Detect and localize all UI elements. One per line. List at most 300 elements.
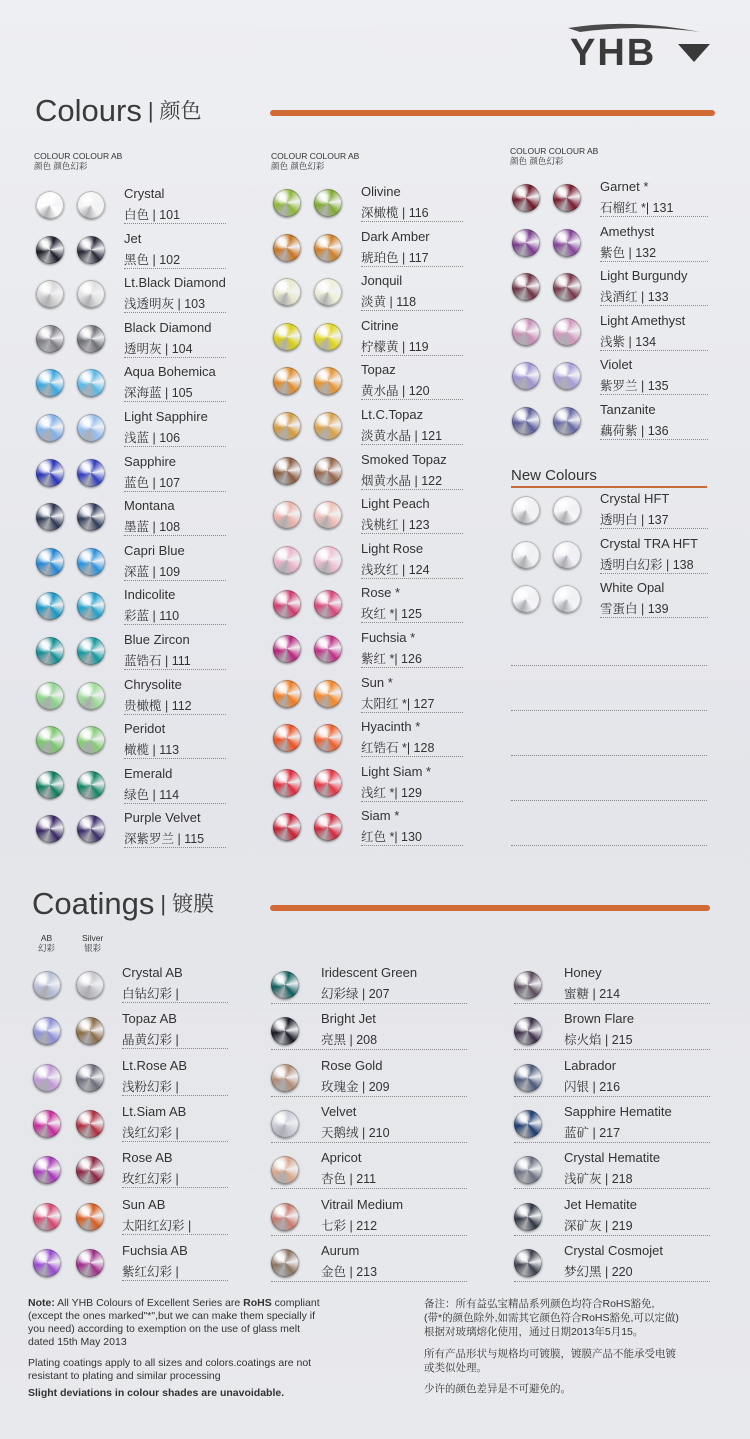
coatings-title-en: Coatings <box>32 886 155 921</box>
stone-swatch-ab <box>553 496 581 524</box>
stone-swatch <box>36 815 64 843</box>
stone-swatch-ab <box>77 191 105 219</box>
notes-chinese: 备注：所有益弘宝精品系列颜色均符合RoHS豁免, (带*的颜色除外,如需其它颜色符合RoHS豁免,可以定做) 根据对玻璃熔化使用，通过日期2013年5月15。 所有产品形状与规格均可镀膜，镀膜产品不能承受电镀 或类似处理。 少许的颜色差异是不可避免的。 <box>424 1298 679 1395</box>
dotted-rule <box>514 1049 710 1050</box>
stone-swatch-ab <box>314 635 342 663</box>
swatch-item <box>271 1011 467 1055</box>
brand-logo-text: YHB <box>570 32 657 74</box>
stone-swatch <box>514 1156 542 1184</box>
stone-swatch <box>36 280 64 308</box>
colour-code: 烟黄水晶 | 122 <box>361 473 443 488</box>
colour-name: Peridot <box>124 721 166 737</box>
colour-name: Sun AB <box>122 1196 166 1212</box>
colour-code: 橄榄 | 113 <box>124 743 180 758</box>
stone-swatch-ab <box>553 229 581 257</box>
brand-logo <box>560 18 720 78</box>
stone-swatch-ab <box>553 541 581 569</box>
dotted-rule <box>361 533 463 534</box>
colour-name: Violet <box>600 357 633 373</box>
stone-swatch <box>512 496 540 524</box>
stone-swatch <box>273 680 301 708</box>
swatch-item <box>512 491 708 534</box>
stone-swatch <box>36 771 64 799</box>
colour-name: Garnet * <box>600 179 649 194</box>
dotted-rule <box>600 350 708 351</box>
stone-swatch <box>36 503 64 531</box>
dotted-rule <box>124 580 226 581</box>
colours-orange-rule <box>270 110 715 116</box>
blank-dotted-line <box>511 845 707 846</box>
colour-code: 白色 | 101 <box>124 208 181 222</box>
dotted-rule <box>600 261 708 262</box>
dotted-rule <box>361 578 463 579</box>
swatch-item <box>273 273 463 316</box>
colour-code: 深矿灰 | 219 <box>564 1218 633 1233</box>
stone-swatch-ab <box>314 412 342 440</box>
swatch-item <box>514 1104 710 1148</box>
colour-code: 浅红 *| 129 <box>361 785 422 800</box>
colour-name: Citrine <box>361 317 399 333</box>
swatch-item <box>36 409 226 452</box>
dotted-rule <box>124 223 226 224</box>
dotted-rule <box>600 617 708 618</box>
colour-name: Iridescent Green <box>321 965 418 980</box>
swatch-item <box>273 496 463 539</box>
stone-swatch <box>512 229 540 257</box>
notes-english: Note: All YHB Colours of Excellent Series are RoHS compliant (except the ones marked"*",but we can make them specially if you need) according to exemption on the use of glass melt dated 15th May 2013 Plating coatings apply to all sizes and colors.coatings are not resistant to plating and similar processing Slight deviations in colour shades are unavoidable. <box>28 1297 320 1399</box>
dotted-rule <box>514 1188 710 1189</box>
colour-code: 紫色 | 132 <box>600 245 657 260</box>
swatch-item <box>36 677 226 720</box>
colour-code: 透明灰 | 104 <box>124 341 193 356</box>
colour-name: Fuchsia * <box>361 630 416 645</box>
dotted-rule <box>514 1142 710 1143</box>
stone-swatch <box>514 1017 542 1045</box>
colour-name: Sun * <box>361 674 393 690</box>
stone-swatch <box>514 1249 542 1277</box>
colour-name: Aqua Bohemica <box>124 364 216 380</box>
dotted-rule <box>124 357 226 358</box>
stone-swatch <box>273 635 301 663</box>
stone-swatch <box>271 971 299 999</box>
colour-code: 绿色 | 114 <box>124 787 180 802</box>
swatch-item <box>33 1104 228 1148</box>
dotted-rule <box>271 1281 467 1282</box>
colour-code: 幻彩绿 | 207 <box>321 987 390 1001</box>
stone-swatch-ab <box>314 546 342 574</box>
colour-name: Light Siam * <box>361 763 432 779</box>
blank-dotted-line <box>511 665 707 666</box>
stone-swatch <box>512 273 540 301</box>
colour-code: 深蓝 | 109 <box>124 564 181 579</box>
colour-code: 白钻幻彩 | <box>122 987 179 1001</box>
stone-swatch-ab <box>314 501 342 529</box>
colour-code: 浅紫 | 134 <box>600 334 657 349</box>
stone-swatch-ab <box>76 1064 104 1092</box>
dotted-rule <box>122 1095 228 1096</box>
stone-swatch-ab <box>76 1017 104 1045</box>
swatch-item <box>273 184 463 227</box>
swatch-item <box>36 810 226 853</box>
coatings-orange-rule <box>270 905 710 911</box>
dotted-rule <box>361 399 463 400</box>
colour-code: 深紫罗兰 | 115 <box>124 832 205 847</box>
colour-name: Crystal Hematite <box>564 1150 661 1166</box>
swatch-item <box>514 1058 710 1102</box>
colour-name: Siam * <box>361 808 400 824</box>
swatch-item <box>33 1243 228 1287</box>
colour-name: Amethyst <box>600 223 655 239</box>
dotted-rule <box>361 221 463 222</box>
swatch-item <box>514 1197 710 1241</box>
stone-swatch-ab <box>77 236 105 264</box>
stone-swatch <box>273 234 301 262</box>
colour-code: 石榴红 *| 131 <box>600 201 674 215</box>
colour-name: Crystal TRA HFT <box>600 535 698 551</box>
swatch-item <box>512 179 708 222</box>
stone-swatch <box>273 367 301 395</box>
colour-name: Capri Blue <box>124 542 185 558</box>
colour-code: 透明白幻彩 | 138 <box>600 557 694 572</box>
dotted-rule <box>124 535 226 536</box>
stone-swatch-ab <box>553 318 581 346</box>
stone-swatch-ab <box>76 1110 104 1138</box>
stone-swatch <box>33 1156 61 1184</box>
stone-swatch <box>512 407 540 435</box>
stone-swatch-ab <box>76 971 104 999</box>
colour-name: Velvet <box>321 1103 357 1119</box>
colour-code: 淡黄 | 118 <box>361 295 417 310</box>
colour-name: Rose Gold <box>321 1057 383 1073</box>
dotted-rule <box>514 1235 710 1236</box>
stone-swatch-ab <box>76 1249 104 1277</box>
colour-name: White Opal <box>600 580 665 596</box>
stone-swatch-ab <box>77 592 105 620</box>
stone-swatch <box>36 548 64 576</box>
swatch-item <box>271 1058 467 1102</box>
dotted-rule <box>600 305 708 306</box>
dotted-rule <box>361 489 463 490</box>
swatch-item <box>514 1150 710 1194</box>
stone-swatch <box>512 318 540 346</box>
colour-code: 藕荷紫 | 136 <box>600 424 669 438</box>
dotted-rule <box>122 1048 228 1049</box>
colour-name: Crystal <box>124 186 165 201</box>
stone-swatch <box>512 541 540 569</box>
stone-swatch <box>514 971 542 999</box>
stone-swatch <box>271 1203 299 1231</box>
colour-code: 雪蛋白 | 139 <box>600 602 669 617</box>
stone-swatch <box>273 769 301 797</box>
stone-swatch <box>273 590 301 618</box>
dotted-rule <box>271 1003 467 1004</box>
dotted-rule <box>514 1281 710 1282</box>
swatch-item <box>36 364 226 407</box>
colour-code: 浅红幻彩 | <box>122 1125 179 1140</box>
stone-swatch-ab <box>76 1156 104 1184</box>
stone-swatch <box>33 971 61 999</box>
colour-name: Crystal HFT <box>600 491 670 506</box>
swatch-item <box>273 675 463 718</box>
title-separator: | <box>147 98 154 123</box>
title-separator: | <box>160 891 167 916</box>
blank-dotted-line <box>511 710 707 711</box>
dotted-rule <box>361 845 463 846</box>
swatch-item <box>512 268 708 311</box>
colour-code: 晶黄幻彩 | <box>122 1033 179 1048</box>
stone-swatch-ab <box>77 325 105 353</box>
colour-name: Apricot <box>321 1150 362 1166</box>
swatch-item <box>273 764 463 807</box>
stone-swatch-ab <box>77 815 105 843</box>
colour-name: Brown Flare <box>564 1011 635 1027</box>
colour-name: Indicolite <box>124 587 176 603</box>
colour-name: Sapphire Hematite <box>564 1103 672 1119</box>
stone-swatch-ab <box>77 726 105 754</box>
colours-title-en: Colours <box>35 93 142 128</box>
dotted-rule <box>124 847 226 848</box>
colour-name: Lt.Siam AB <box>122 1103 187 1119</box>
stone-swatch <box>514 1203 542 1231</box>
swatch-item <box>273 362 463 405</box>
colour-code: 柠檬黄 | 119 <box>361 339 429 354</box>
swatch-item <box>273 630 463 673</box>
colour-name: Topaz AB <box>122 1011 177 1027</box>
blank-dotted-line <box>511 800 707 801</box>
colour-code: 天鹅绒 | 210 <box>321 1125 390 1140</box>
colour-code: 浅酒红 | 133 <box>600 290 669 305</box>
colour-code: 七彩 | 212 <box>321 1218 378 1233</box>
swatch-item <box>514 1011 710 1055</box>
colour-code: 蓝矿 | 217 <box>564 1125 621 1140</box>
stone-swatch-ab <box>77 414 105 442</box>
swatch-item <box>273 808 463 851</box>
stone-swatch <box>36 191 64 219</box>
colour-code: 浅透明灰 | 103 <box>124 297 206 312</box>
stone-swatch-ab <box>553 273 581 301</box>
colour-code: 红锆石 *| 128 <box>361 741 435 756</box>
swatch-item <box>271 1197 467 1241</box>
colour-code: 黑色 | 102 <box>124 252 181 267</box>
colour-name: Light Peach <box>361 496 430 512</box>
colours-col3-header: COLOUR COLOUR AB 颜色 颜色幻彩 <box>510 146 599 166</box>
swatch-item <box>512 536 708 579</box>
colour-name: Jonquil <box>361 273 403 289</box>
colour-code: 浅玫红 | 124 <box>361 562 430 577</box>
coatings-title-zh: 镀膜 <box>172 893 215 916</box>
swatch-item <box>512 580 708 623</box>
colour-code: 浅桃红 | 123 <box>361 518 430 533</box>
swatch-item <box>273 585 463 628</box>
colour-name: Light Rose <box>361 540 424 556</box>
dotted-rule <box>361 355 463 356</box>
stone-swatch-ab <box>314 680 342 708</box>
stone-swatch <box>514 1064 542 1092</box>
colour-name: Crystal AB <box>122 965 183 980</box>
swatch-item <box>512 357 708 400</box>
colour-name: Sapphire <box>124 453 177 469</box>
swatch-item <box>271 1104 467 1148</box>
colour-code: 玫红 *| 125 <box>361 607 422 622</box>
stone-swatch-ab <box>77 459 105 487</box>
dotted-rule <box>361 667 463 668</box>
dotted-rule <box>124 803 226 804</box>
colour-name: Fuchsia AB <box>122 1242 188 1258</box>
colours-col1-header: COLOUR COLOUR AB 颜色 颜色幻彩 <box>34 151 123 171</box>
colour-name: Blue Zircon <box>124 632 190 647</box>
dotted-rule <box>124 401 226 402</box>
coatings-ab-header: AB 幻彩 <box>38 933 56 953</box>
stone-swatch-ab <box>553 585 581 613</box>
stone-swatch <box>271 1249 299 1277</box>
colour-name: Rose AB <box>122 1150 173 1166</box>
colour-name: Crystal Cosmojet <box>564 1242 663 1258</box>
stone-swatch-ab <box>314 724 342 752</box>
swatch-item <box>512 313 708 356</box>
colour-code: 杏色 | 211 <box>321 1172 377 1187</box>
stone-swatch-ab <box>314 278 342 306</box>
colour-code: 蓝色 | 107 <box>124 475 181 490</box>
swatch-item <box>512 224 708 267</box>
swatch-item <box>36 721 226 764</box>
swatch-item <box>36 766 226 809</box>
dotted-rule <box>361 310 463 311</box>
swatch-item <box>36 320 226 363</box>
colour-code: 闪银 | 216 <box>564 1079 621 1094</box>
colour-name: Hyacinth * <box>361 719 421 735</box>
colour-code: 浅蓝 | 106 <box>124 431 181 445</box>
stone-swatch <box>36 637 64 665</box>
dotted-rule <box>361 801 463 802</box>
swatch-item <box>273 719 463 762</box>
colour-code: 黄水晶 | 120 <box>361 384 430 399</box>
dotted-rule <box>124 446 226 447</box>
colour-code: 紫红幻彩 | <box>122 1264 179 1279</box>
stone-swatch <box>36 682 64 710</box>
stone-swatch <box>512 184 540 212</box>
colour-code: 淡黄水晶 | 121 <box>361 429 443 443</box>
stone-swatch-ab <box>77 548 105 576</box>
stone-swatch <box>33 1249 61 1277</box>
dotted-rule <box>271 1096 467 1097</box>
swatch-item <box>33 1197 228 1241</box>
swatch-item <box>271 1243 467 1287</box>
dotted-rule <box>122 1234 228 1235</box>
swatch-item <box>273 407 463 450</box>
colour-name: Montana <box>124 498 175 514</box>
dotted-rule <box>122 1141 228 1142</box>
stone-swatch-ab <box>314 234 342 262</box>
stone-swatch <box>273 501 301 529</box>
stone-swatch <box>271 1156 299 1184</box>
stone-swatch <box>33 1017 61 1045</box>
stone-swatch <box>273 546 301 574</box>
dotted-rule <box>600 528 708 529</box>
colour-code: 彩蓝 | 110 <box>124 609 180 624</box>
dotted-rule <box>271 1235 467 1236</box>
colour-code: 浅矿灰 | 218 <box>564 1172 633 1187</box>
colour-name: Olivine <box>361 184 401 199</box>
swatch-item <box>271 965 467 1009</box>
stone-swatch-ab <box>314 323 342 351</box>
colour-name: Lt.Rose AB <box>122 1057 188 1073</box>
colour-name: Smoked Topaz <box>361 451 447 467</box>
colour-name: Emerald <box>124 765 173 781</box>
colour-name: Topaz <box>361 362 396 378</box>
stone-swatch <box>33 1110 61 1138</box>
colour-code: 墨蓝 | 108 <box>124 520 181 535</box>
colour-name: Tanzanite <box>600 402 656 417</box>
colour-code: 琥珀色 | 117 <box>361 250 429 265</box>
stone-swatch <box>271 1017 299 1045</box>
stone-swatch <box>36 592 64 620</box>
colour-code: 贵橄榄 | 112 <box>124 698 192 713</box>
new-colours-title: New Colours <box>511 467 597 484</box>
dotted-rule <box>600 573 708 574</box>
dotted-rule <box>514 1003 710 1004</box>
stone-swatch <box>273 724 301 752</box>
dotted-rule <box>514 1096 710 1097</box>
stone-swatch-ab <box>314 457 342 485</box>
swatch-item <box>33 1150 228 1194</box>
swatch-item <box>514 1243 710 1287</box>
stone-swatch <box>273 323 301 351</box>
stone-swatch <box>512 585 540 613</box>
colour-code: 紫罗兰 | 135 <box>600 379 669 394</box>
dotted-rule <box>361 622 463 623</box>
stone-swatch <box>36 459 64 487</box>
stone-swatch-ab <box>314 189 342 217</box>
swatch-item <box>273 318 463 361</box>
swatch-item <box>36 454 226 497</box>
dotted-rule <box>124 624 226 625</box>
dotted-rule <box>122 1280 228 1281</box>
swatch-item <box>36 632 226 675</box>
dotted-rule <box>124 758 226 759</box>
colour-code: 蓝锆石 | 111 <box>124 654 191 668</box>
colour-name: Bright Jet <box>321 1011 376 1027</box>
dotted-rule <box>271 1049 467 1050</box>
swatch-item <box>33 1058 228 1102</box>
dotted-rule <box>271 1188 467 1189</box>
colour-code: 蜜糖 | 214 <box>564 987 621 1001</box>
stone-swatch <box>512 362 540 390</box>
colour-code: 透明白 | 137 <box>600 513 669 527</box>
coatings-section-title <box>32 886 214 922</box>
stone-swatch <box>273 412 301 440</box>
stone-swatch <box>36 726 64 754</box>
colour-code: 亮黑 | 208 <box>321 1033 378 1048</box>
stone-swatch <box>36 414 64 442</box>
stone-swatch <box>273 189 301 217</box>
stone-swatch-ab <box>77 682 105 710</box>
stone-swatch <box>273 813 301 841</box>
stone-swatch <box>36 236 64 264</box>
colours-title-zh: 颜色 <box>159 100 202 123</box>
colour-name: Black Diamond <box>124 319 212 335</box>
stone-swatch <box>33 1203 61 1231</box>
colour-name: Rose * <box>361 585 401 601</box>
colour-name: Honey <box>564 965 602 980</box>
stone-swatch-ab <box>77 503 105 531</box>
dotted-rule <box>271 1142 467 1143</box>
colour-name: Light Sapphire <box>124 409 208 424</box>
colour-name: Dark Amber <box>361 228 430 244</box>
swatch-item <box>36 186 226 229</box>
dotted-rule <box>361 266 463 267</box>
dotted-rule <box>124 312 226 313</box>
swatch-item <box>33 1011 228 1055</box>
